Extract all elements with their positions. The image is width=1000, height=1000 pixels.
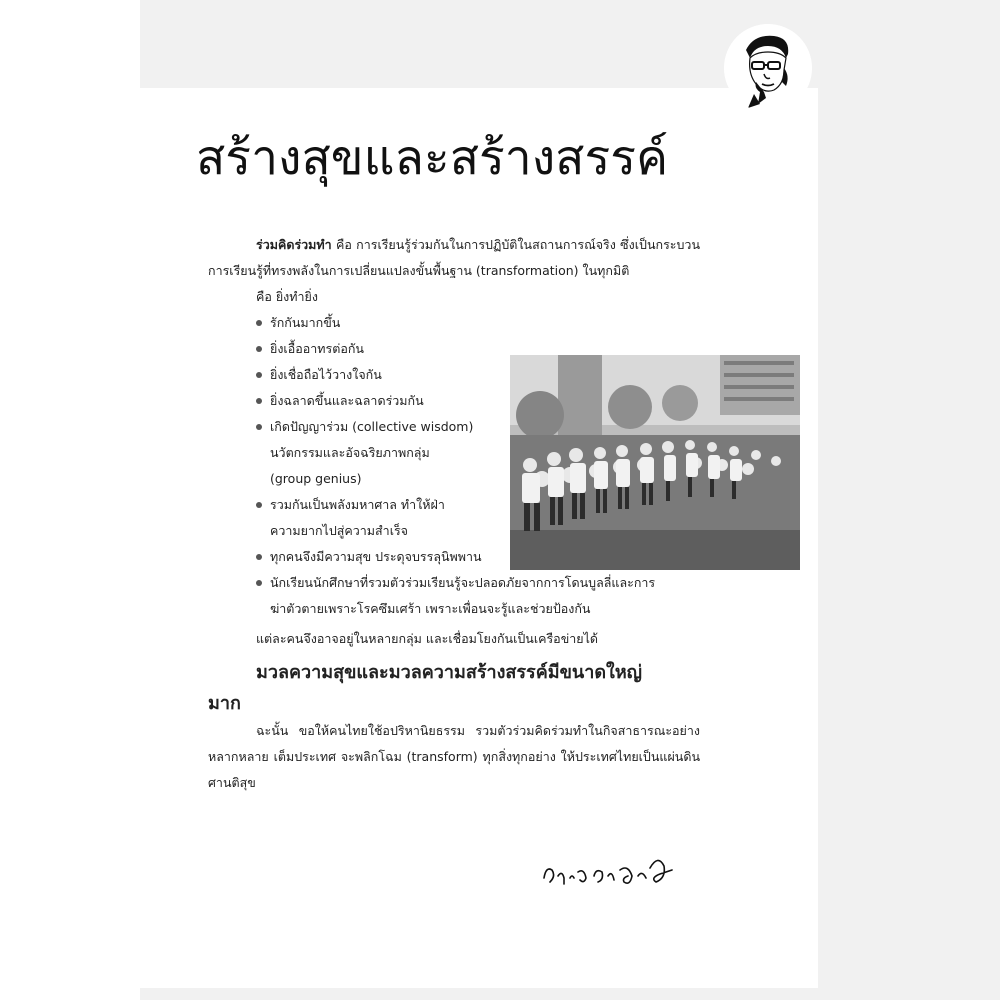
bullet-icon xyxy=(256,372,262,378)
bullet-icon xyxy=(256,502,262,508)
bullet-icon xyxy=(256,398,262,404)
list-item: รักกันมากขึ้น xyxy=(256,310,518,336)
big-statement-tail: มาก xyxy=(208,693,241,714)
author-portrait-icon xyxy=(724,24,812,112)
closing-paragraph: ฉะนั้น ขอให้คนไทยใช้อปริหานิยธรรม รวมตัวร่วมคิดร่วมทำในกิจสาธารณะอย่างหลากหลาย เต็มประเทศ จะพลิกโฉม (transform) ทุกสิ่งทุกอย่าง ให้ประเทศไทยเป็นแผ่นดินศานติสุข xyxy=(208,723,700,790)
bullet-icon xyxy=(256,554,262,560)
list-item: ยิ่งเอื้ออาทรต่อกัน xyxy=(256,336,518,362)
list-item: เกิดปัญญาร่วม (collective wisdom) นวัตกรรมและอัจฉริยภาพกลุ่ม (group genius) xyxy=(256,414,518,492)
list-item: ยิ่งเชื่อถือไว้วางใจกัน xyxy=(256,362,518,388)
big-statement: มวลความสุขและมวลความสร้างสรรค์มีขนาดใหญ่ xyxy=(256,662,643,683)
list-item: ยิ่งฉลาดขึ้นและฉลาดร่วมกัน xyxy=(256,388,518,414)
list-item: นักเรียนนักศึกษาที่รวมตัวร่วมเรียนรู้จะปลอดภัยจากการโดนบูลลี่และการ ฆ่าตัวตายเพราะโรคซึมเศร้า เพราะเพื่อนจะรู้และช่วยป้องกัน xyxy=(256,570,700,622)
bullet-icon xyxy=(256,424,262,430)
bullet-icon xyxy=(256,320,262,326)
intro-text: คือ การเรียนรู้ร่วมกันในการปฏิบัติในสถานการณ์จริง ซึ่งเป็นกระบวนการเรียนรู้ที่ทรงพลังในการเปลี่ยนแปลงขั้นพื้นฐาน (transformation) ในทุกมิติ xyxy=(208,237,700,278)
list-item: รวมกันเป็นพลังมหาศาล ทำให้ฝ่า ความยากไปสู่ความสำเร็จ xyxy=(256,492,518,544)
author-signature-icon xyxy=(538,848,698,896)
bullet-icon xyxy=(256,580,262,586)
intro-paragraph xyxy=(208,232,700,284)
page-title: สร้างสุขและสร้างสรรค์ xyxy=(196,130,669,186)
bullet-icon xyxy=(256,346,262,352)
crowd-walk-photo xyxy=(510,355,800,570)
sub-heading: คือ ยิ่งทำยิ่ง xyxy=(256,289,318,304)
network-line: แต่ละคนจึงอาจอยู่ในหลายกลุ่ม และเชื่อมโยงกันเป็นเครือข่ายได้ xyxy=(256,631,598,646)
list-item: ทุกคนจึงมีความสุข ประดุจบรรลุนิพพาน xyxy=(256,544,700,570)
intro-lead-term: ร่วมคิดร่วมทำ xyxy=(256,237,332,252)
